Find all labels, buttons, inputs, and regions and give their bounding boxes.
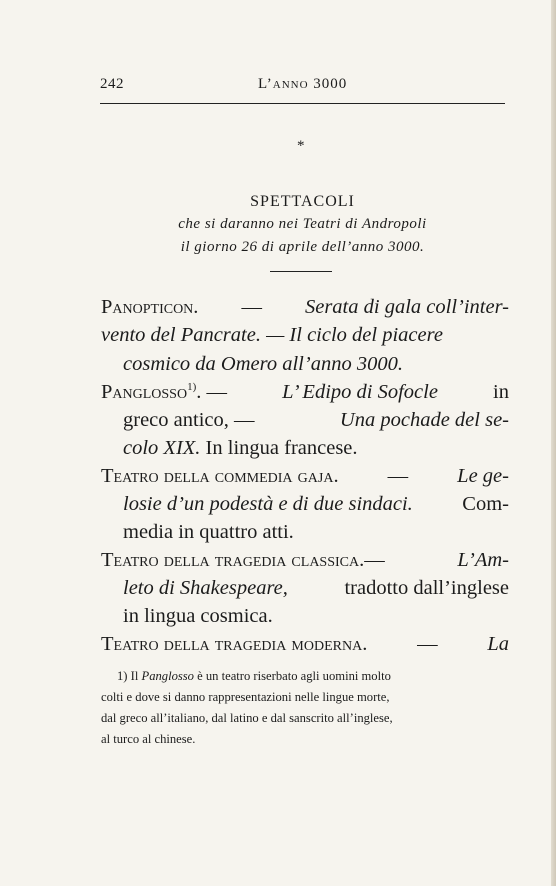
text-line-4 [101, 381, 509, 404]
dash: — [417, 633, 438, 655]
dash: — [387, 465, 409, 487]
text-line-10 [101, 549, 509, 572]
page-edge [551, 0, 556, 886]
text-fragment: La [487, 633, 509, 655]
theatre-name-commedia: Teatro della commedia gaja. [101, 465, 339, 487]
header-rule [100, 103, 505, 104]
text-line-5 [123, 409, 509, 432]
play-title-edipo: L’ Edipo di Sofocle [282, 381, 438, 403]
theatre-name-panopticon: Panopticon. [101, 296, 199, 318]
text-fragment: In lingua francese. [205, 437, 358, 459]
asterisk-ornament: * [297, 138, 305, 154]
text-line-8 [123, 493, 509, 516]
footnote-marker: 1) Il [117, 669, 139, 683]
theatre-name-tragedia-classica: Teatro della tragedia classica.— [101, 549, 385, 571]
footnote-line-4: al turco al chinese. [101, 732, 196, 746]
text-line-12: in lingua cosmica. [123, 605, 273, 627]
text-line-7 [101, 465, 509, 488]
text-fragment: colo XIX. [123, 437, 201, 459]
footnote-reference: 1) [187, 381, 197, 394]
page-number: 242 [100, 76, 124, 92]
footnote-line-2: colti e dove si danno rappresentazioni nelle lingue morte, [101, 690, 390, 704]
section-subtitle-line-2: il giorno 26 di aprile dell’anno 3000. [180, 239, 425, 255]
text-line-1 [101, 296, 509, 319]
theatre-name-panglosso: Panglosso [101, 381, 188, 403]
text-fragment: tradotto dall’inglese [344, 577, 509, 599]
play-title-pochade: Una pochade del se- [339, 409, 509, 431]
section-subtitle-line-1: che si daranno nei Teatri di Andropoli [178, 216, 427, 232]
text-line-6 [123, 437, 509, 460]
text-fragment: Le ge- [457, 465, 509, 487]
play-title-amleto: leto di Shakespeare, [123, 577, 288, 599]
section-title: SPETTACOLI [250, 193, 355, 210]
text-fragment: Serata di gala coll’inter- [304, 296, 509, 318]
text-fragment: greco antico, — [123, 409, 255, 431]
text-fragment: L’Am- [457, 549, 509, 571]
dash: — [241, 296, 262, 318]
footnote-text: è un teatro riserbato agli uomini molto [197, 669, 391, 683]
text-line-9: media in quattro atti. [123, 521, 294, 543]
text-line-3: cosmico da Omero all’anno 3000. [123, 353, 403, 375]
dash: . — [196, 381, 227, 403]
footnote-line-1 [117, 669, 509, 684]
text-fragment: Com- [462, 493, 509, 515]
running-title: L’anno 3000 [258, 76, 348, 92]
text-line-11 [123, 577, 509, 600]
footnote-line-3: dal greco all’italiano, dal latino e dal sanscrito all’inglese, [101, 711, 393, 725]
section-rule [270, 271, 332, 272]
theatre-name-tragedia-moderna: Teatro della tragedia moderna. [101, 633, 368, 655]
text-line-13 [101, 633, 509, 656]
play-title-gelosie: losie d’un podestà e di due sindaci. [123, 493, 413, 515]
text-fragment: in [493, 381, 509, 403]
footnote-word: Panglosso [141, 669, 194, 683]
text-line-2: vento del Pancrate. — Il ciclo del piacere [101, 324, 443, 346]
